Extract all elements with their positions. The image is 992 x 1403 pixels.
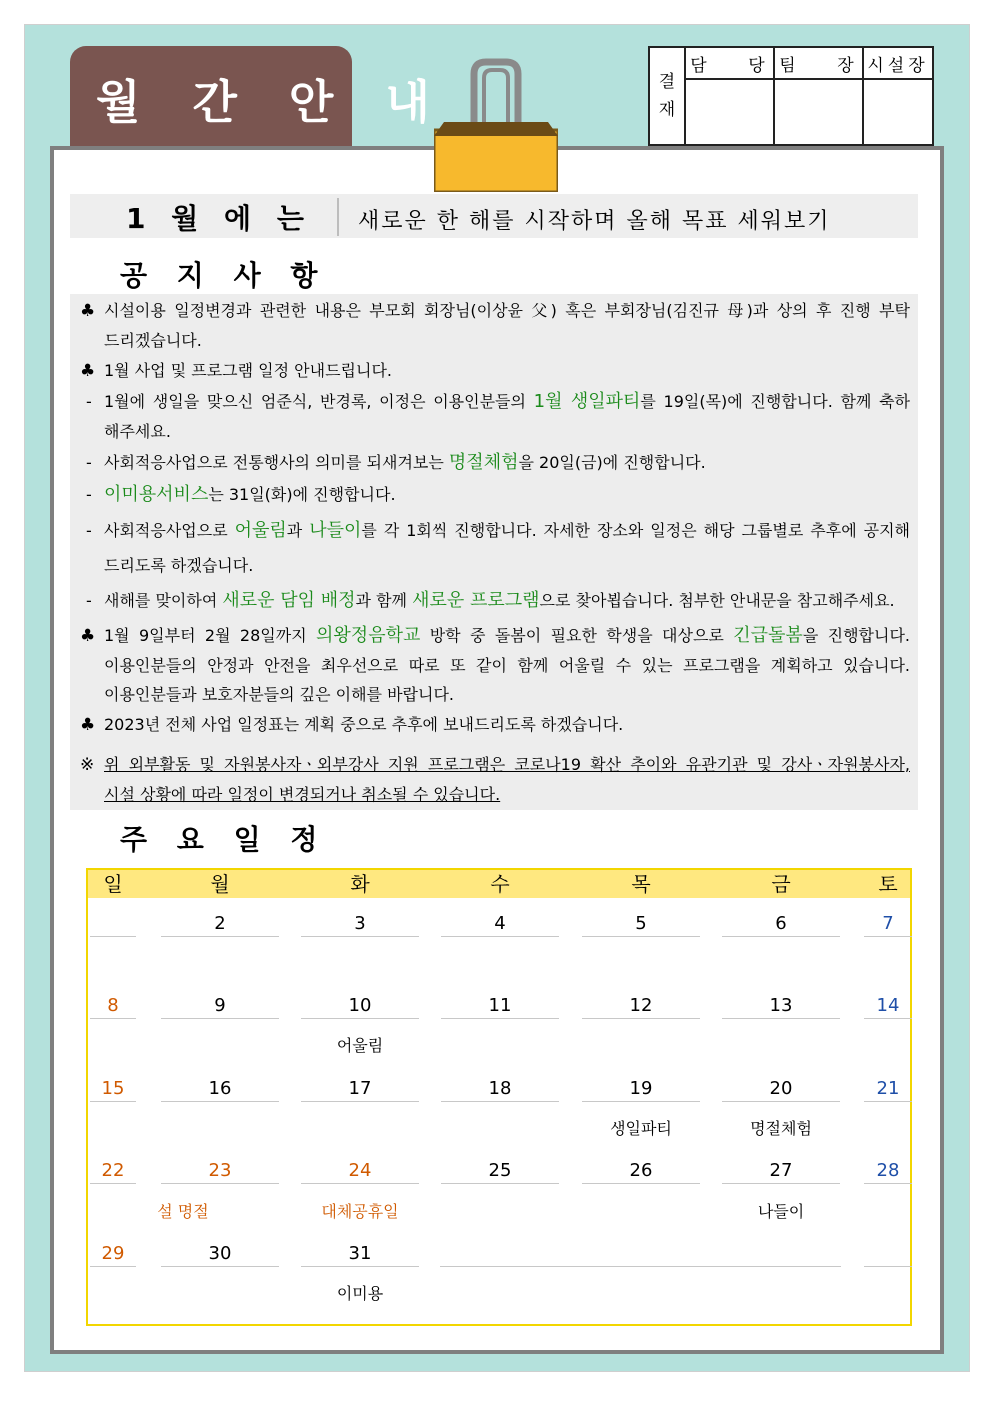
calendar-day: 28 [876,1160,900,1181]
text: 사회적응사업으로 [104,521,235,540]
calendar-day: 2 [214,913,226,934]
day-underline [722,1018,840,1019]
calendar-day: 10 [348,995,372,1016]
calendar-day: 23 [208,1160,232,1181]
day-underline [301,1101,419,1102]
notice-line: 1월 사업 및 프로그램 일정 안내드립니다. [104,361,392,380]
day-underline [301,1018,419,1019]
calendar-day: 19 [629,1078,653,1099]
calendar-day: 5 [635,913,647,934]
day-underline [90,1018,136,1019]
day-underline [864,1266,912,1267]
calendar-day: 26 [629,1160,653,1181]
approval-sign-staff[interactable] [685,79,774,145]
day-underline [90,1101,136,1102]
day-underline [161,1018,279,1019]
text: 방학 중 돌봄이 필요한 학생을 대상으로 [420,626,734,645]
text: 를 각 1회씩 진행합니다. 자세한 장소와 일정은 해당 그룹별로 추후에 공지해 [361,521,911,540]
club-icon: ♣ [80,715,96,735]
club-icon: ♣ [80,301,96,321]
text: 과 [286,521,310,540]
calendar-event: 대체공휴일 [321,1202,399,1221]
text: 1월에 생일을 맞으신 엄준식, 반경록, 이정은 이용인분들의 [104,392,534,411]
text: 을 진행합니다. [802,626,911,645]
day-underline [161,1266,279,1267]
month-heading: 1 월 에 는 [126,202,312,235]
calendar-event: 이미용 [336,1284,384,1303]
notice-line: 시설이용 일정변경과 관련한 내용은 부모회 회장님(이상윤 父) 혹은 부회장님(김진규 母)과 상의 후 진행 부탁 [104,301,910,320]
day-underline [864,1183,912,1184]
day-underline [301,936,419,937]
day-underline [441,1101,559,1102]
binder-clip-icon [434,56,558,192]
calendar-day: 25 [488,1160,512,1181]
calendar-day: 16 [208,1078,232,1099]
calendar-day: 29 [101,1243,125,1264]
day-underline [90,1183,136,1184]
highlight: 새로운 프로그램 [412,590,540,611]
calendar-day: 4 [494,913,506,934]
notice-line: 이용인분들의 안정과 안전을 최우선으로 따로 또 같이 함께 어울릴 수 있는 프로그램을 계획하고 있습니다. [104,656,910,675]
notice-line [104,391,910,413]
club-icon: ♣ [80,626,96,646]
notice-line [104,452,910,474]
approval-label-1: 결 [658,72,676,92]
notice-line [104,520,910,542]
text: 으로 찾아뵙습니다. 첨부한 안내문을 참고해주세요. [539,591,895,610]
calendar-event: 명절체험 [750,1119,812,1138]
highlight: 긴급돌봄 [733,625,803,646]
text: 새해를 맞이하여 [104,591,223,610]
weekday-header: 목 [631,872,651,896]
notice-line: 2023년 전체 사업 일정표는 계획 중으로 추후에 보내드리도록 하겠습니다. [104,715,624,734]
month-theme: 새로운 한 해를 시작하며 올해 목표 세워보기 [358,209,831,234]
calendar-event: 설 명절 [157,1202,209,1221]
calendar-day: 18 [488,1078,512,1099]
day-underline [722,1183,840,1184]
weekday-header: 일 [103,872,123,896]
approval-col-staff: 담 당 [685,47,774,79]
calendar-day: 22 [101,1160,125,1181]
calendar-day: 30 [208,1243,232,1264]
calendar-day: 14 [876,995,900,1016]
calendar-day: 31 [348,1243,372,1264]
notice-line [104,484,910,506]
dash-marker: - [86,485,92,504]
text: 1월 9일부터 2월 28일까지 [104,626,317,645]
day-underline [441,1018,559,1019]
highlight: 명절체험 [448,452,519,473]
calendar-day: 13 [769,995,793,1016]
approval-col-director: 시설장 [863,47,933,79]
notice-line: 위 외부활동 및 자원봉사자ㆍ외부강사 지원 프로그램은 코로나19 확산 추이와 유관기관 및 강사ㆍ자원봉사자, [104,755,910,774]
dash-marker: - [86,453,92,472]
calendar-day: 17 [348,1078,372,1099]
weekday-header: 월 [210,872,230,896]
day-underline [301,1183,419,1184]
calendar-day: 8 [107,995,119,1016]
approval-sign-director[interactable] [863,79,933,145]
notice-title: 공 지 사 항 [120,259,328,292]
notice-line: 시설 상황에 따라 일정이 변경되거나 취소될 수 있습니다. [104,785,501,804]
text: 을 20일(금)에 진행합니다. [518,453,706,472]
page-title: 월 간 안 내 [96,75,448,129]
calendar-day: 9 [214,995,226,1016]
highlight: 의왕정음학교 [316,625,421,646]
club-icon: ♣ [80,361,96,381]
weekday-header: 화 [350,872,370,896]
day-underline [90,1266,136,1267]
calendar-day: 3 [354,913,366,934]
calendar-day: 24 [348,1160,372,1181]
day-underline [441,1183,559,1184]
day-underline [722,936,840,937]
calendar [86,868,912,1326]
highlight: 1월 생일파티 [533,391,641,412]
approval-table [648,46,934,146]
calendar-day: 7 [882,913,894,934]
day-underline [161,1183,279,1184]
notice-line: 해주세요. [104,422,171,441]
day-underline [582,1183,700,1184]
text: 사회적응사업으로 전통행사의 의미를 되새겨보는 [104,453,449,472]
calendar-day: 27 [769,1160,793,1181]
day-underline [864,1018,912,1019]
approval-col-leader: 팀 장 [774,47,863,79]
text: 는 31일(화)에 진행합니다. [208,485,396,504]
notice-line [104,625,910,647]
schedule-title: 주 요 일 정 [120,823,328,856]
notice-line: 드리도록 하겠습니다. [104,556,254,575]
weekday-header: 수 [490,872,510,896]
day-underline [864,936,912,937]
calendar-day: 12 [629,995,653,1016]
notice-line: 드리겠습니다. [104,331,202,350]
calendar-day: 21 [876,1078,900,1099]
approval-sign-leader[interactable] [774,79,863,145]
approval-label-2: 재 [658,100,676,120]
day-underline [582,936,700,937]
highlight: 어울림 [234,520,287,541]
calendar-event: 생일파티 [610,1119,672,1138]
note-mark: ※ [80,755,95,775]
day-underline [864,1101,912,1102]
calendar-day: 20 [769,1078,793,1099]
calendar-event: 나들이 [757,1202,805,1221]
notice-line: 이용인분들과 보호자분들의 깊은 이해를 바랍니다. [104,685,455,704]
highlight: 나들이 [309,520,362,541]
calendar-day: 11 [488,995,512,1016]
day-underline [161,936,279,937]
day-underline [582,1018,700,1019]
day-underline [90,936,136,937]
text: 를 19일(목)에 진행합니다. 함께 축하 [640,392,910,411]
weekday-header: 토 [878,872,898,896]
day-underline [722,1101,840,1102]
day-underline [441,936,559,937]
day-underline [161,1101,279,1102]
calendar-event: 어울림 [336,1036,384,1055]
text: 과 함께 [355,591,413,610]
approval-label [649,47,685,145]
dash-marker: - [86,392,92,411]
dash-marker: - [86,521,92,540]
highlight: 이미용서비스 [104,484,209,505]
calendar-day: 6 [775,913,787,934]
day-underline [582,1101,700,1102]
dash-marker: - [86,591,92,610]
weekday-header: 금 [771,872,791,896]
calendar-day: 15 [101,1078,125,1099]
highlight: 새로운 담임 배정 [222,590,356,611]
month-divider [337,198,339,236]
day-underline [440,1266,841,1267]
day-underline [301,1266,419,1267]
notice-line [104,590,910,612]
